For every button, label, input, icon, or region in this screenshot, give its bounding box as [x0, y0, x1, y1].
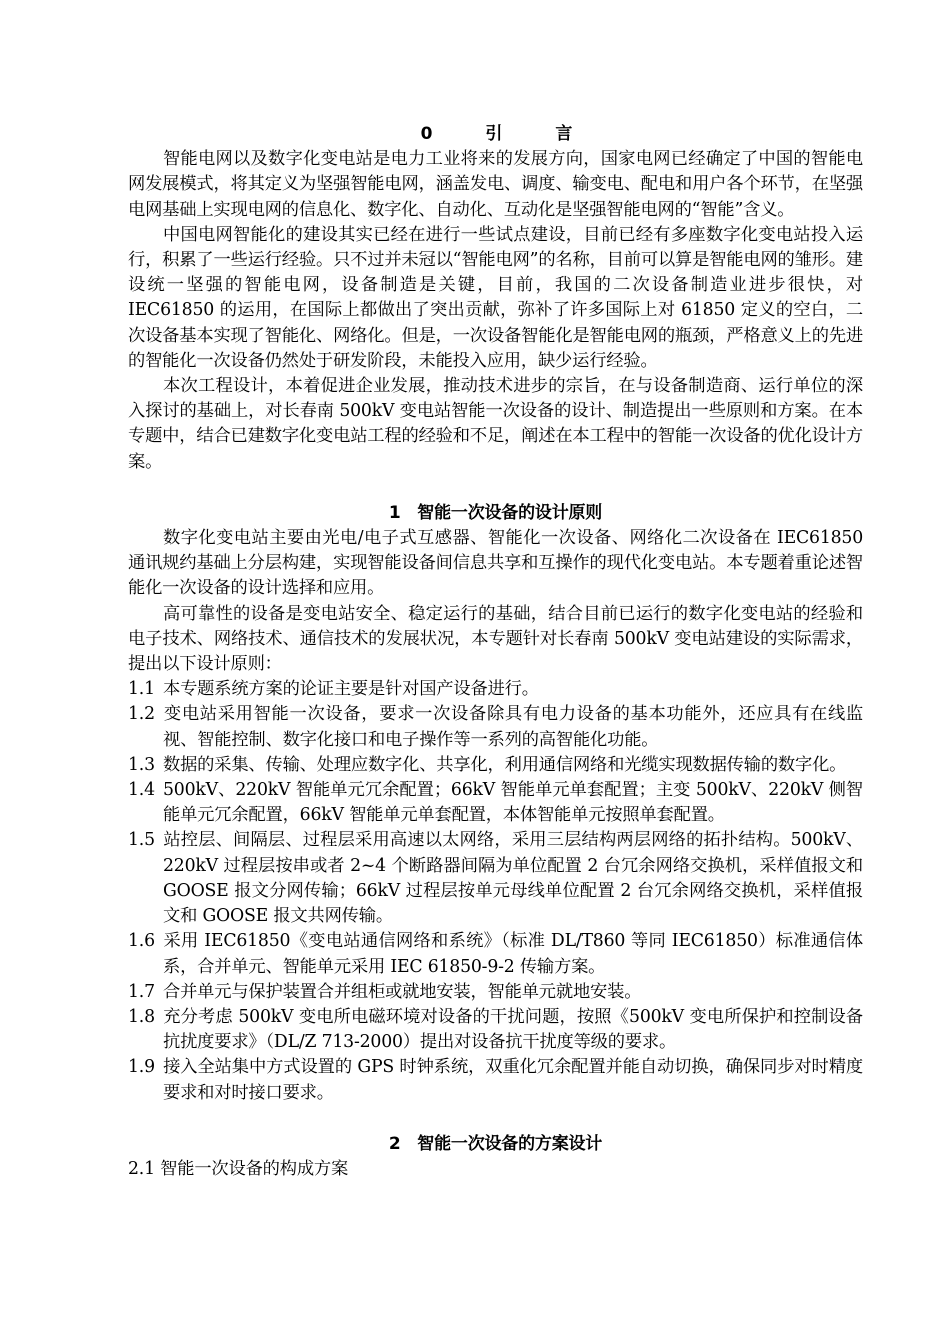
item-number: 1.7	[128, 981, 155, 1002]
principle-item	[128, 677, 863, 702]
section-0-paragraph-3: 本次工程设计，本着促进企业发展，推动技术进步的宗旨，在与设备制造商、运行单位的深入探讨的基础上，对长春南 500kV 变电站智能一次设备的设计、制造提出一些原则和方案。在本专题中，结合已建数字化变电站工程的经验和不足，阐述在本工程中的智能一次设备的优化设计方案。	[128, 376, 863, 472]
item-text: 500kV、220kV 智能单元冗余配置；66kV 智能单元单套配置；主变 500kV、220kV 侧智能单元冗余配置，66kV 智能单元单套配置，本体智能单元按照单套配置。	[163, 780, 863, 826]
section-1-heading: 1 智能一次设备的设计原则	[388, 502, 603, 523]
principle-item	[128, 929, 863, 979]
item-text: 采用 IEC61850《变电站通信网络和系统》（标准 DL/T860 等同 IEC61850）标准通信体系，合并单元、智能单元采用 IEC 61850-9-2 传输方案。	[163, 931, 863, 977]
section-2-heading: 2 智能一次设备的方案设计	[388, 1133, 603, 1154]
principle-item	[128, 1005, 863, 1055]
section-gap	[128, 475, 863, 501]
principle-item	[128, 1055, 863, 1105]
section-1-paragraph-2: 高可靠性的设备是变电站安全、稳定运行的基础，结合目前已运行的数字化变电站的经验和电子技术、网络技术、通信技术的发展状况，本专题针对长春南 500kV 变电站建设的实际需求，提出以下设计原则：	[128, 603, 863, 675]
item-text: 接入全站集中方式设置的 GPS 时钟系统，双重化冗余配置并能自动切换，确保同步对时精度要求和对时接口要求。	[163, 1057, 863, 1103]
document-page	[128, 122, 863, 1182]
item-number: 1.6	[128, 931, 155, 952]
item-text: 变电站采用智能一次设备，要求一次设备除具有电力设备的基本功能外，还应具有在线监视、智能控制、数字化接口和电子操作等一系列的高智能化功能。	[163, 704, 863, 750]
item-text: 站控层、间隔层、过程层采用高速以太网络，采用三层结构两层网络的拓扑结构。500kV、220kV 过程层按串或者 2~4 个断路器间隔为单位配置 2 台冗余网络交换机，采样值报文和 GOOSE 报文分网传输；66kV 过程层按单元母线单位配置 2 台冗余网络交换机，采样值报文和 GOOSE 报文共网传输。	[163, 830, 863, 927]
principle-item	[128, 828, 863, 929]
item-number: 1.2	[128, 704, 155, 725]
section-gap	[128, 1106, 863, 1132]
principle-item	[128, 702, 863, 752]
principle-item	[128, 980, 863, 1005]
item-text: 本专题系统方案的论证主要是针对国产设备进行。	[163, 679, 539, 700]
item-number: 1.9	[128, 1057, 155, 1078]
item-number: 1.5	[128, 830, 155, 851]
item-number: 1.8	[128, 1006, 155, 1027]
item-number: 1.3	[128, 754, 155, 775]
principle-item	[128, 778, 863, 828]
subsection-2-1-title: 2.1 智能一次设备的构成方案	[128, 1158, 349, 1179]
item-number: 1.1	[128, 679, 155, 700]
item-text: 数据的采集、传输、处理应数字化、共享化，利用通信网络和光缆实现数据传输的数字化。	[163, 754, 847, 775]
section-0-paragraph-1: 智能电网以及数字化变电站是电力工业将来的发展方向，国家电网已经确定了中国的智能电网发展模式，将其定义为坚强智能电网，涵盖发电、调度、输变电、配电和用户各个环节，在坚强电网基础上实现电网的信息化、数字化、自动化、互动化是坚强智能电网的“智能”含义。	[128, 149, 863, 220]
item-text: 充分考虑 500kV 变电所电磁环境对设备的干扰问题，按照《500kV 变电所保护和控制设备抗扰度要求》（DL/Z 713-2000）提出对设备抗干扰度等级的要求。	[163, 1006, 863, 1053]
section-1-paragraph-1: 数字化变电站主要由光电/电子式互感器、智能化一次设备、网络化二次设备在 IEC61850 通讯规约基础上分层构建，实现智能设备间信息共享和互操作的现代化变电站。本专题着重论述智能化一次设备的设计选择和应用。	[128, 528, 863, 599]
item-text: 合并单元与保护装置合并组柜或就地安装，智能单元就地安装。	[163, 981, 642, 1002]
item-number: 1.4	[128, 780, 155, 801]
principle-item	[128, 753, 863, 778]
section-0-heading: 0 引 言	[420, 124, 591, 144]
section-0-paragraph-2: 中国电网智能化的建设其实已经在进行一些试点建设，目前已经有多座数字化变电站投入运行，积累了一些运行经验。只不过并未冠以“智能电网”的名称，目前可以算是智能电网的雏形。建设统一坚强的智能电网，设备制造是关键，目前，我国的二次设备制造业进步很快，对 IEC61850 的运用，在国际上都做出了突出贡献，弥补了许多国际上对 61850 定义的空白，二次设备基本实现了智能化、网络化。但是，一次设备智能化是智能电网的瓶颈，严格意义上的先进的智能化一次设备仍然处于研发阶段，未能投入应用，缺少运行经验。	[128, 224, 863, 371]
